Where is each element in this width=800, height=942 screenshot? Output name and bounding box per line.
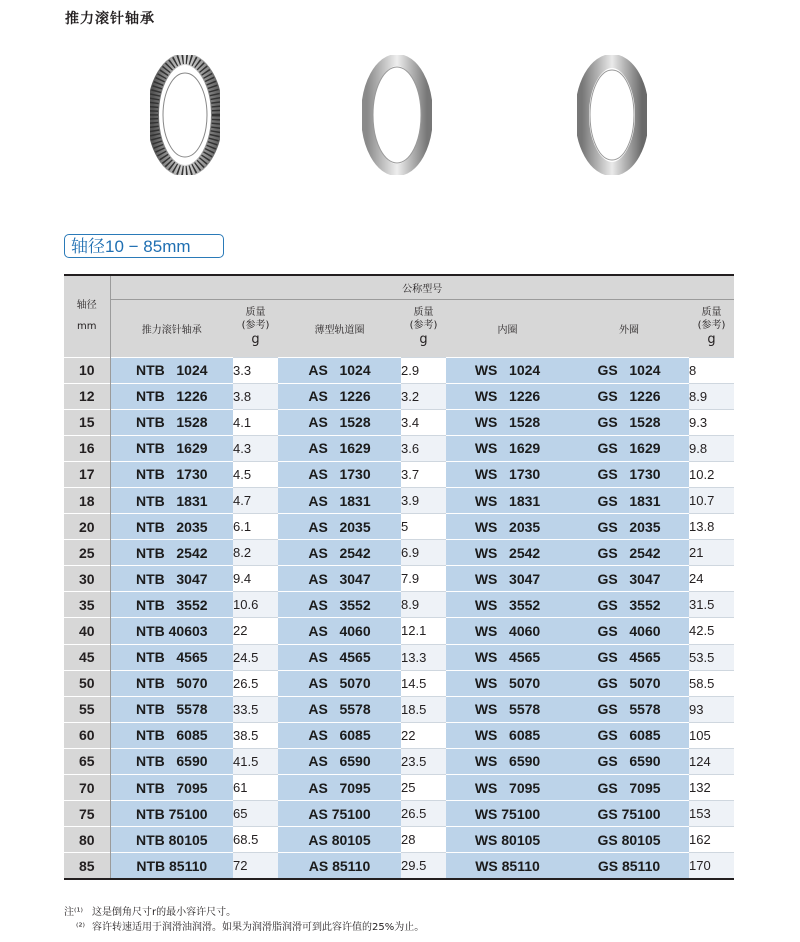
thin-race-cell: AS 6590 <box>278 748 401 774</box>
thin-race-cell: AS 4565 <box>278 644 401 670</box>
outer-ring-mass-cell: 162 <box>689 827 734 853</box>
outer-ring-mass-cell: 170 <box>689 853 734 879</box>
thrust-bearing-cell: NTB 5070 <box>110 670 233 696</box>
thin-race-cell: AS 5578 <box>278 696 401 722</box>
table-row <box>64 853 734 879</box>
outer-ring-mass-cell: 8.9 <box>689 383 734 409</box>
thin-race-cell: AS 4060 <box>278 618 401 644</box>
table-row <box>64 592 734 618</box>
thin-race-cell: AS 85110 <box>278 853 401 879</box>
shaft-cell: 16 <box>64 435 110 461</box>
footnote-text: 容许转速适用于润滑油润滑。如果为润滑脂润滑可到此容许值的25%为止。 <box>92 922 425 933</box>
footnote-2 <box>64 920 424 935</box>
outer-ring-cell: GS 1528 <box>569 409 689 435</box>
outer-ring-cell: GS 7095 <box>569 775 689 801</box>
table-row <box>64 461 734 487</box>
inner-ring-cell: WS 1528 <box>446 409 569 435</box>
thin-race-header: 薄型轨道圈 <box>278 299 401 357</box>
outer-ring-mass-cell: 153 <box>689 801 734 827</box>
outer-ring-cell: GS 6085 <box>569 722 689 748</box>
footnote-mark: 注⁽¹⁾ <box>64 907 83 918</box>
thin-race-mass-cell: 13.3 <box>401 644 446 670</box>
outer-ring-header: 外圈 <box>569 299 689 357</box>
outer-ring-cell: GS 4565 <box>569 644 689 670</box>
inner-ring-cell: WS 3047 <box>446 566 569 592</box>
shaft-cell: 70 <box>64 775 110 801</box>
thrust-bearing-mass-cell: 4.7 <box>233 487 278 513</box>
thin-race-image <box>362 55 432 175</box>
thin-race-mass-cell: 14.5 <box>401 670 446 696</box>
shaft-cell: 45 <box>64 644 110 670</box>
inner-ring-cell: WS 80105 <box>446 827 569 853</box>
outer-ring-mass-cell: 132 <box>689 775 734 801</box>
thrust-bearing-cell: NTB 80105 <box>110 827 233 853</box>
outer-ring-image <box>577 55 647 175</box>
inner-ring-cell: WS 1226 <box>446 383 569 409</box>
thin-race-mass-cell: 6.9 <box>401 540 446 566</box>
mass-unit: g <box>707 332 716 348</box>
thin-race-mass-cell: 28 <box>401 827 446 853</box>
thin-race-cell: AS 1730 <box>278 461 401 487</box>
mass-unit: g <box>251 332 260 348</box>
thrust-bearing-mass-cell: 61 <box>233 775 278 801</box>
thrust-bearing-cell: NTB 7095 <box>110 775 233 801</box>
thrust-bearing-cell: NTB 5578 <box>110 696 233 722</box>
outer-ring-mass-cell: 24 <box>689 566 734 592</box>
shaft-cell: 30 <box>64 566 110 592</box>
inner-ring-header: 内圈 <box>446 299 569 357</box>
thrust-bearing-mass-cell: 8.2 <box>233 540 278 566</box>
outer-ring-mass-cell: 9.8 <box>689 435 734 461</box>
mass-ref: (参考) <box>241 319 270 331</box>
outer-ring-cell: GS 1831 <box>569 487 689 513</box>
shaft-cell: 10 <box>64 357 110 383</box>
thin-race-mass-cell: 7.9 <box>401 566 446 592</box>
thin-race-mass-cell: 25 <box>401 775 446 801</box>
outer-ring-mass-cell: 93 <box>689 696 734 722</box>
outer-ring-cell: GS 6590 <box>569 748 689 774</box>
inner-ring-cell: WS 1730 <box>446 461 569 487</box>
outer-ring-cell: GS 2035 <box>569 514 689 540</box>
thrust-bearing-cell: NTB 40603 <box>110 618 233 644</box>
shaft-cell: 17 <box>64 461 110 487</box>
thrust-bearing-cell: NTB 6590 <box>110 748 233 774</box>
table-row <box>64 514 734 540</box>
thin-race-mass-cell: 5 <box>401 514 446 540</box>
outer-ring-cell: GS 5070 <box>569 670 689 696</box>
thrust-bearing-mass-cell: 22 <box>233 618 278 644</box>
inner-ring-cell: WS 1629 <box>446 435 569 461</box>
outer-ring-cell: GS 1629 <box>569 435 689 461</box>
mass-label: 质量 <box>413 307 434 319</box>
thrust-bearing-mass-cell: 3.3 <box>233 357 278 383</box>
thrust-bearing-mass-cell: 4.1 <box>233 409 278 435</box>
thrust-bearing-cell: NTB 3047 <box>110 566 233 592</box>
thrust-bearing-cell: NTB 1528 <box>110 409 233 435</box>
thrust-bearing-mass-cell: 4.5 <box>233 461 278 487</box>
mass-unit: g <box>419 332 428 348</box>
thrust-bearing-cell: NTB 1629 <box>110 435 233 461</box>
thrust-bearing-cell: NTB 4565 <box>110 644 233 670</box>
thin-race-mass-cell: 29.5 <box>401 853 446 879</box>
inner-ring-cell: WS 1024 <box>446 357 569 383</box>
inner-ring-cell: WS 2542 <box>446 540 569 566</box>
footnote-mark: ⁽²⁾ <box>76 922 85 933</box>
thrust-bearing-mass-cell: 6.1 <box>233 514 278 540</box>
thrust-bearing-cell: NTB 2542 <box>110 540 233 566</box>
thrust-bearing-mass-cell: 65 <box>233 801 278 827</box>
thin-race-cell: AS 80105 <box>278 827 401 853</box>
outer-ring-cell: GS 5578 <box>569 696 689 722</box>
thrust-bearing-cell: NTB 3552 <box>110 592 233 618</box>
thin-race-cell: AS 1528 <box>278 409 401 435</box>
thrust-bearing-mass-cell: 9.4 <box>233 566 278 592</box>
outer-ring-mass-cell: 21 <box>689 540 734 566</box>
thrust-bearing-header: 推力滚针轴承 <box>110 299 233 357</box>
table-row <box>64 357 734 383</box>
mass-label: 质量 <box>701 307 722 319</box>
outer-ring-mass-cell: 53.5 <box>689 644 734 670</box>
table-row <box>64 775 734 801</box>
thin-race-mass-cell: 18.5 <box>401 696 446 722</box>
table-row <box>64 801 734 827</box>
thrust-bearing-cell: NTB 1024 <box>110 357 233 383</box>
footnote-1 <box>64 905 424 920</box>
shaft-unit: mm <box>77 321 97 333</box>
inner-ring-cell: WS 7095 <box>446 775 569 801</box>
outer-ring-cell: GS 2542 <box>569 540 689 566</box>
thrust-bearing-mass-cell: 24.5 <box>233 644 278 670</box>
outer-ring-mass-cell: 13.8 <box>689 514 734 540</box>
inner-ring-cell: WS 5070 <box>446 670 569 696</box>
thrust-bearing-mass-cell: 26.5 <box>233 670 278 696</box>
outer-ring-mass-cell: 31.5 <box>689 592 734 618</box>
outer-ring-mass-cell: 10.7 <box>689 487 734 513</box>
shaft-cell: 12 <box>64 383 110 409</box>
thin-race-mass-cell: 23.5 <box>401 748 446 774</box>
table-row <box>64 435 734 461</box>
thrust-bearing-cell: NTB 1730 <box>110 461 233 487</box>
inner-ring-cell: WS 4060 <box>446 618 569 644</box>
thrust-bearing-mass-cell: 4.3 <box>233 435 278 461</box>
spec-table-body <box>64 357 734 879</box>
outer-ring-mass-cell: 105 <box>689 722 734 748</box>
inner-ring-cell: WS 6590 <box>446 748 569 774</box>
thrust-bearing-cell: NTB 85110 <box>110 853 233 879</box>
inner-ring-cell: WS 2035 <box>446 514 569 540</box>
shaft-cell: 18 <box>64 487 110 513</box>
thrust-bearing-mass-cell: 33.5 <box>233 696 278 722</box>
outer-ring-mass-cell: 42.5 <box>689 618 734 644</box>
outer-ring-mass-cell: 124 <box>689 748 734 774</box>
shaft-cell: 15 <box>64 409 110 435</box>
nominal-designation-header: 公称型号 <box>110 275 734 299</box>
shaft-cell: 60 <box>64 722 110 748</box>
outer-ring-cell: GS 1730 <box>569 461 689 487</box>
thin-race-cell: AS 3552 <box>278 592 401 618</box>
thin-race-cell: AS 2542 <box>278 540 401 566</box>
thin-race-cell: AS 75100 <box>278 801 401 827</box>
inner-ring-cell: WS 85110 <box>446 853 569 879</box>
table-row <box>64 696 734 722</box>
outer-ring-mass-cell: 9.3 <box>689 409 734 435</box>
outer-ring-cell: GS 85110 <box>569 853 689 879</box>
table-row <box>64 722 734 748</box>
shaft-cell: 55 <box>64 696 110 722</box>
thin-race-mass-cell: 12.1 <box>401 618 446 644</box>
inner-ring-cell: WS 3552 <box>446 592 569 618</box>
table-row <box>64 566 734 592</box>
thin-race-cell: AS 5070 <box>278 670 401 696</box>
thin-race-cell: AS 2035 <box>278 514 401 540</box>
thrust-bearing-image <box>150 55 220 175</box>
shaft-cell: 35 <box>64 592 110 618</box>
footnote-text: 这是倒角尺寸r的最小容许尺寸。 <box>92 907 237 918</box>
shaft-cell: 40 <box>64 618 110 644</box>
thrust-bearing-cell: NTB 2035 <box>110 514 233 540</box>
mass-ref: (参考) <box>697 319 726 331</box>
thin-race-mass-cell: 3.7 <box>401 461 446 487</box>
thin-race-mass-cell: 8.9 <box>401 592 446 618</box>
outer-ring-mass-cell: 10.2 <box>689 461 734 487</box>
inner-ring-cell: WS 5578 <box>446 696 569 722</box>
thrust-bearing-mass-cell: 68.5 <box>233 827 278 853</box>
inner-ring-cell: WS 4565 <box>446 644 569 670</box>
outer-ring-mass-cell: 8 <box>689 357 734 383</box>
outer-ring-mass-cell: 58.5 <box>689 670 734 696</box>
thrust-bearing-cell: NTB 6085 <box>110 722 233 748</box>
outer-ring-cell: GS 80105 <box>569 827 689 853</box>
thrust-bearing-cell: NTB 75100 <box>110 801 233 827</box>
table-row <box>64 748 734 774</box>
shaft-cell: 50 <box>64 670 110 696</box>
shaft-cell: 80 <box>64 827 110 853</box>
thin-race-mass-cell: 26.5 <box>401 801 446 827</box>
thin-race-cell: AS 1024 <box>278 357 401 383</box>
thin-race-mass-cell: 3.2 <box>401 383 446 409</box>
shaft-label: 轴径 <box>76 300 97 312</box>
thrust-bearing-cell: NTB 1831 <box>110 487 233 513</box>
mass-label: 质量 <box>245 307 266 319</box>
shaft-header <box>64 275 110 357</box>
shaft-cell: 25 <box>64 540 110 566</box>
thin-race-cell: AS 7095 <box>278 775 401 801</box>
inner-ring-cell: WS 6085 <box>446 722 569 748</box>
thin-race-mass-cell: 3.6 <box>401 435 446 461</box>
shaft-cell: 65 <box>64 748 110 774</box>
outer-ring-cell: GS 3552 <box>569 592 689 618</box>
table-row <box>64 487 734 513</box>
outer-ring-mass-header <box>689 299 734 357</box>
thin-race-mass-cell: 3.9 <box>401 487 446 513</box>
thin-race-cell: AS 1629 <box>278 435 401 461</box>
outer-ring-cell: GS 4060 <box>569 618 689 644</box>
thin-race-mass-cell: 3.4 <box>401 409 446 435</box>
thin-race-cell: AS 1226 <box>278 383 401 409</box>
shaft-cell: 20 <box>64 514 110 540</box>
thin-race-cell: AS 3047 <box>278 566 401 592</box>
outer-ring-cell: GS 1024 <box>569 357 689 383</box>
outer-ring-cell: GS 3047 <box>569 566 689 592</box>
thrust-bearing-mass-cell: 3.8 <box>233 383 278 409</box>
table-row <box>64 383 734 409</box>
table-row <box>64 409 734 435</box>
thin-race-mass-cell: 22 <box>401 722 446 748</box>
footnotes <box>64 905 424 935</box>
shaft-range-badge: 轴径10 − 85mm <box>64 234 224 258</box>
thrust-bearing-mass-cell: 41.5 <box>233 748 278 774</box>
thin-race-mass-header <box>401 299 446 357</box>
page-title: 推力滚针轴承 <box>65 11 155 27</box>
mass-ref: (参考) <box>409 319 438 331</box>
table-row <box>64 540 734 566</box>
thin-race-cell: AS 1831 <box>278 487 401 513</box>
table-row <box>64 618 734 644</box>
thrust-bearing-mass-cell: 38.5 <box>233 722 278 748</box>
thrust-bearing-mass-header <box>233 299 278 357</box>
thrust-bearing-cell: NTB 1226 <box>110 383 233 409</box>
thin-race-mass-cell: 2.9 <box>401 357 446 383</box>
table-row <box>64 644 734 670</box>
outer-ring-cell: GS 1226 <box>569 383 689 409</box>
thrust-bearing-mass-cell: 10.6 <box>233 592 278 618</box>
inner-ring-cell: WS 75100 <box>446 801 569 827</box>
shaft-cell: 85 <box>64 853 110 879</box>
thin-race-cell: AS 6085 <box>278 722 401 748</box>
thrust-bearing-mass-cell: 72 <box>233 853 278 879</box>
table-row <box>64 827 734 853</box>
spec-table <box>64 274 734 880</box>
shaft-cell: 75 <box>64 801 110 827</box>
table-row <box>64 670 734 696</box>
outer-ring-cell: GS 75100 <box>569 801 689 827</box>
inner-ring-cell: WS 1831 <box>446 487 569 513</box>
